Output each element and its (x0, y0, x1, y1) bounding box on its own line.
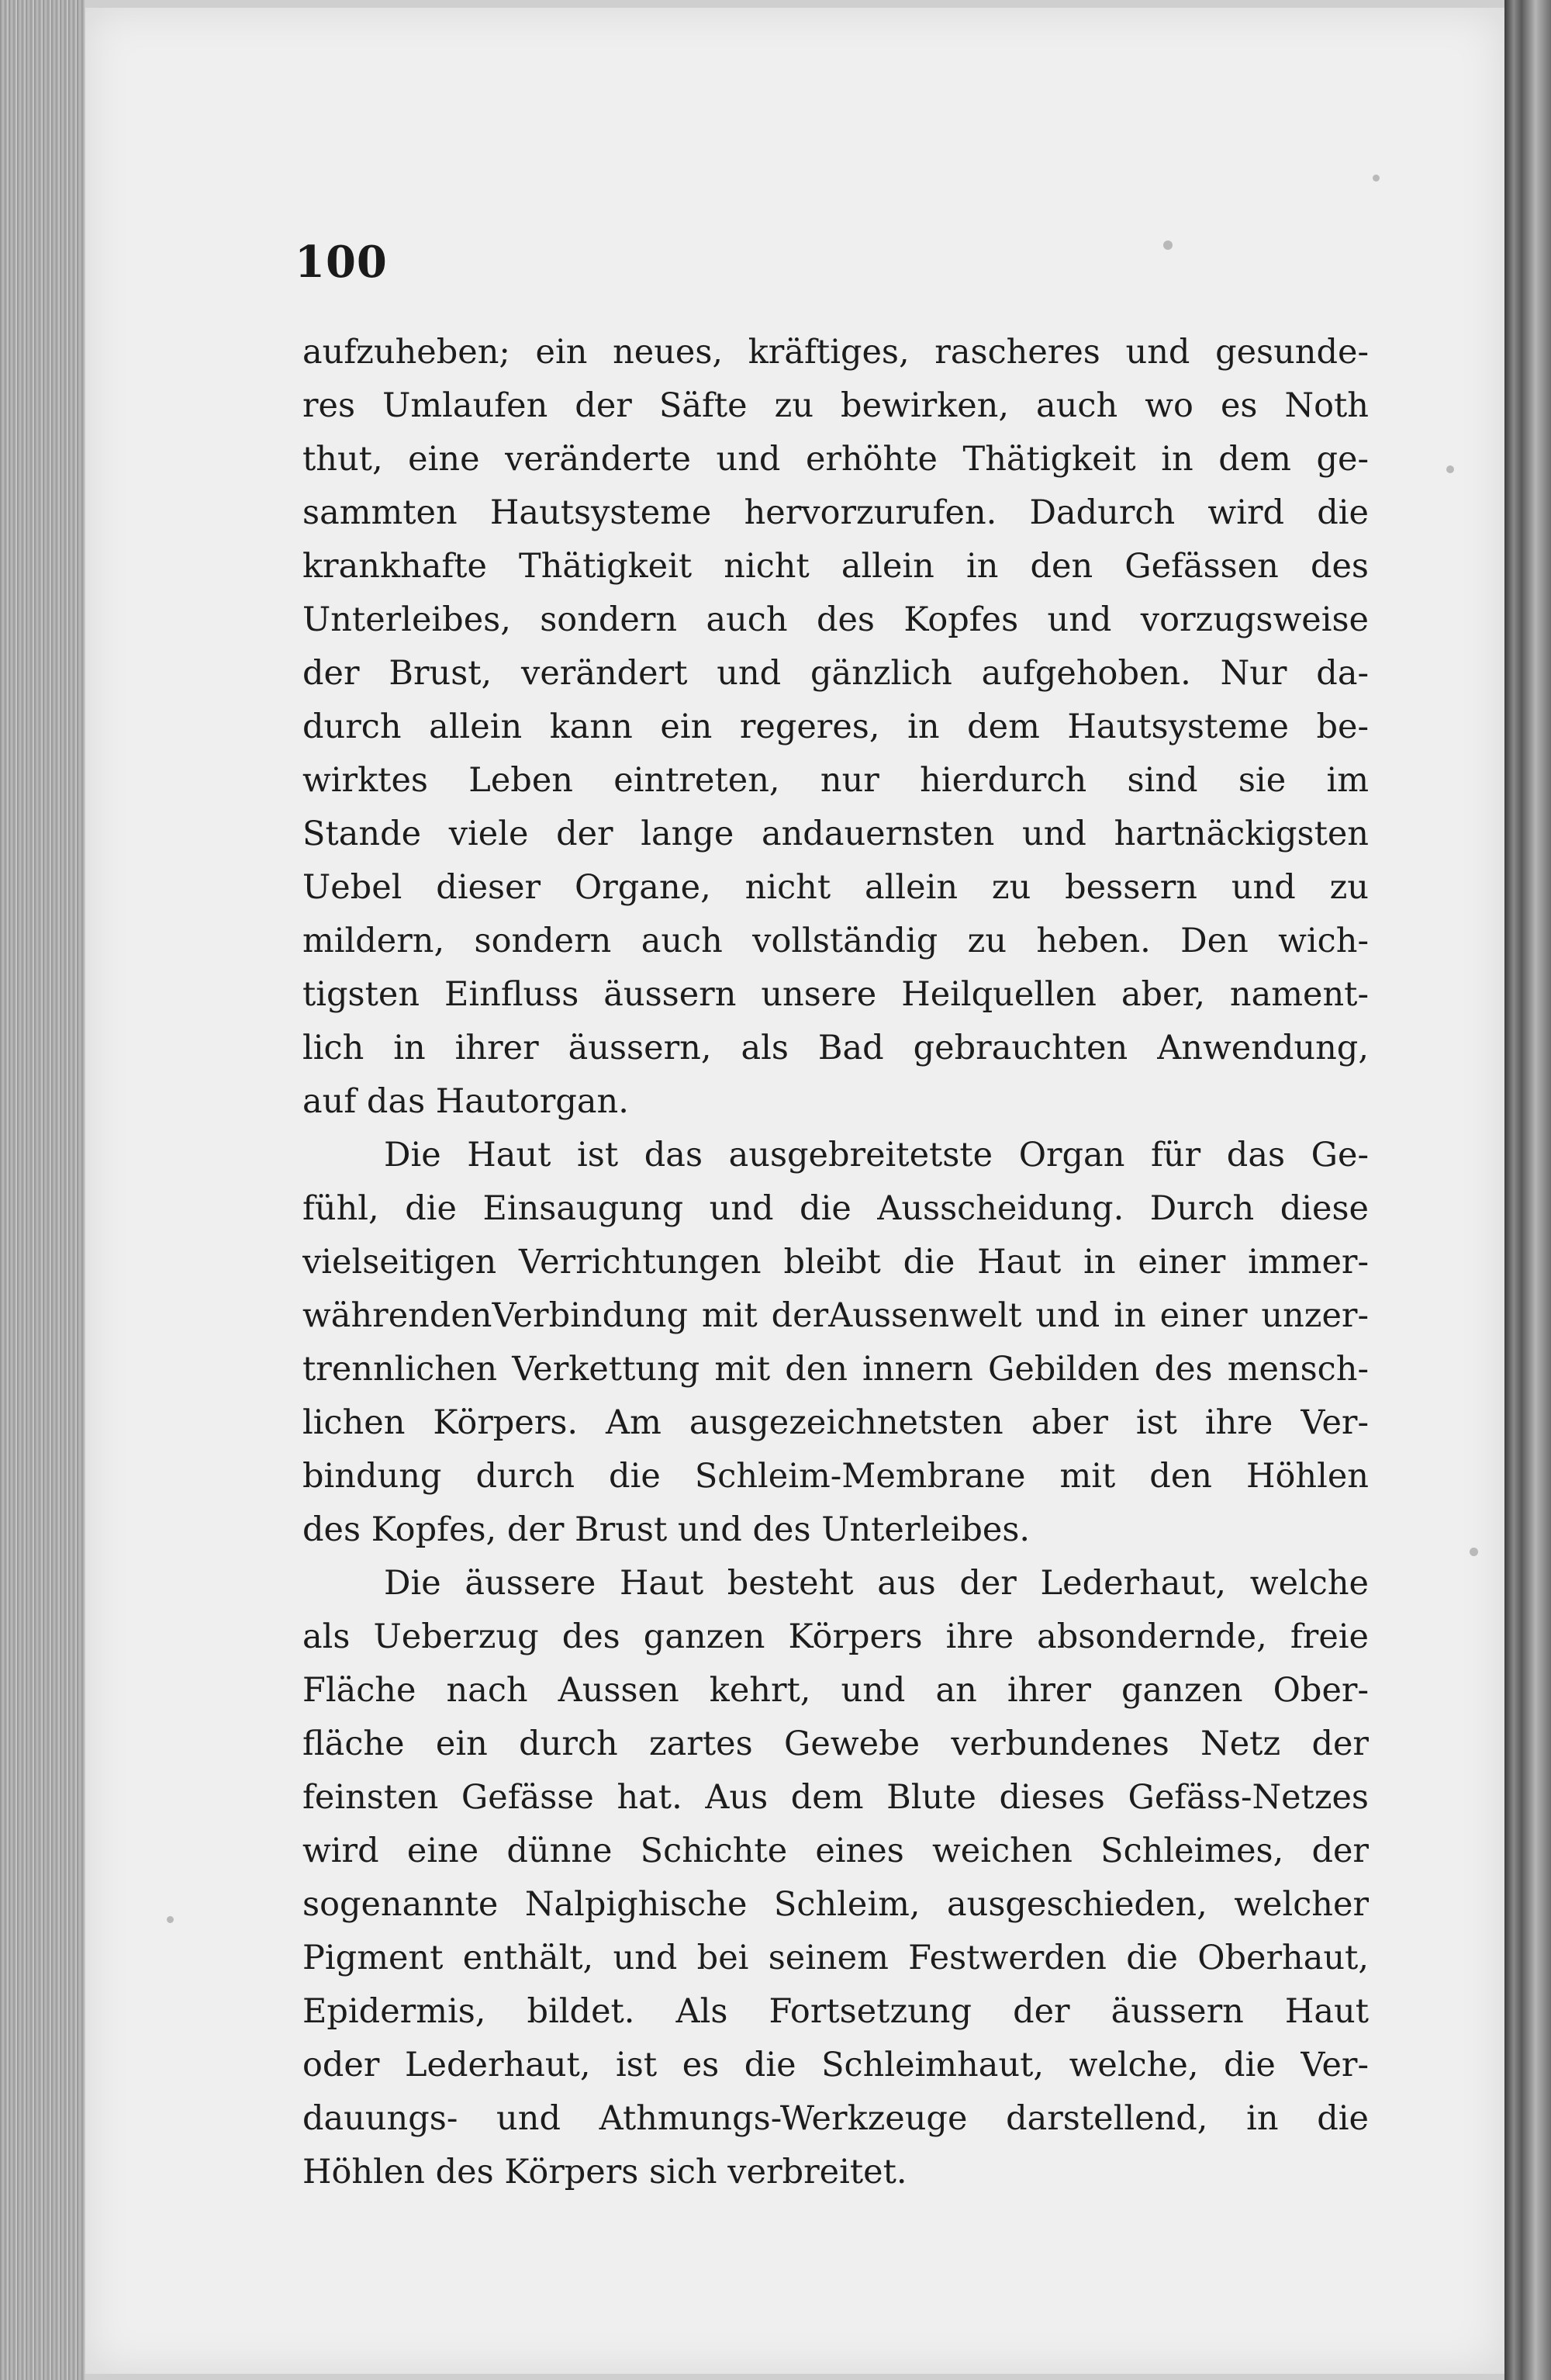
text-line: Fläche nach Aussen kehrt, und an ihrer ganzen Ober- (302, 1671, 1369, 1710)
paragraph-end-line: Höhlen des Körpers sich verbreitet. (302, 2153, 907, 2191)
text-line: wirktes Leben eintreten, nur hierdurch sind sie im (302, 761, 1369, 800)
text-line: feinsten Gefässe hat. Aus dem Blute dieses Gefäss-Netzes (302, 1778, 1369, 1817)
text-line: dauungs- und Athmungs-Werkzeuge darstellend, in die (302, 2099, 1369, 2138)
text-line: durch allein kann ein regeres, in dem Hautsysteme be- (302, 707, 1369, 746)
paper-speck (1373, 175, 1380, 182)
text-line: lich in ihrer äussern, als Bad gebrauchten Anwendung, (302, 1029, 1369, 1067)
page-stack-edge (1504, 0, 1551, 2380)
text-line: mildern, sondern auch vollständig zu heben. Den wich- (302, 922, 1369, 960)
paragraph-start-line: Die äussere Haut besteht aus der Lederhaut, welche (384, 1564, 1369, 1603)
page-number: 100 (295, 237, 388, 288)
paper-speck (167, 1916, 174, 1923)
text-line: sogenannte Nalpighische Schleim, ausgeschieden, welcher (302, 1885, 1369, 1924)
text-line: krankhafte Thätigkeit nicht allein in den Gefässen des (302, 547, 1369, 586)
text-line: Pigment enthält, und bei seinem Festwerden die Oberhaut, (302, 1939, 1369, 1977)
book-binding-edge (0, 0, 85, 2380)
paper-speck (1446, 465, 1454, 473)
text-line: thut, eine veränderte und erhöhte Thätigkeit in dem ge- (302, 440, 1369, 479)
text-line: tigsten Einfluss äussern unsere Heilquellen aber, nament- (302, 975, 1369, 1014)
text-line: der Brust, verändert und gänzlich aufgehoben. Nur da- (302, 654, 1369, 693)
paper-speck (1470, 1548, 1478, 1556)
text-line: Uebel dieser Organe, nicht allein zu bessern und zu (302, 868, 1369, 907)
text-line: wird eine dünne Schichte eines weichen Schleimes, der (302, 1832, 1369, 1870)
paragraph-start-line: Die Haut ist das ausgebreitetste Organ für das Ge- (384, 1136, 1369, 1174)
text-line: Epidermis, bildet. Als Fortsetzung der äussern Haut (302, 1992, 1369, 2031)
text-line: bindung durch die Schleim-Membrane mit den Höhlen (302, 1457, 1369, 1496)
body-text (302, 326, 1369, 2199)
text-line: oder Lederhaut, ist es die Schleimhaut, welche, die Ver- (302, 2046, 1369, 2084)
text-line: fühl, die Einsaugung und die Ausscheidung. Durch diese (302, 1189, 1369, 1228)
paragraph-end-line: auf das Hautorgan. (302, 1082, 629, 1121)
text-line: sammten Hautsysteme hervorzurufen. Dadurch wird die (302, 493, 1369, 532)
text-line: Stande viele der lange andauernsten und hartnäckigsten (302, 815, 1369, 853)
text-line: als Ueberzug des ganzen Körpers ihre absondernde, freie (302, 1617, 1369, 1656)
text-line: aufzuheben; ein neues, kräftiges, rascheres und gesunde- (302, 333, 1369, 372)
text-line: währendenVerbindung mit derAussenwelt und in einer unzer- (302, 1296, 1369, 1335)
paragraph-end-line: des Kopfes, der Brust und des Unterleibes. (302, 1510, 1031, 1549)
text-line: trennlichen Verkettung mit den innern Gebilden des mensch- (302, 1350, 1369, 1389)
text-line: vielseitigen Verrichtungen bleibt die Haut in einer immer- (302, 1243, 1369, 1282)
text-line: fläche ein durch zartes Gewebe verbundenes Netz der (302, 1724, 1369, 1763)
text-line: res Umlaufen der Säfte zu bewirken, auch wo es Noth (302, 386, 1369, 425)
paper-speck (1163, 240, 1173, 250)
text-line: lichen Körpers. Am ausgezeichnetsten aber ist ihre Ver- (302, 1403, 1369, 1442)
text-line: Unterleibes, sondern auch des Kopfes und vorzugsweise (302, 600, 1369, 639)
